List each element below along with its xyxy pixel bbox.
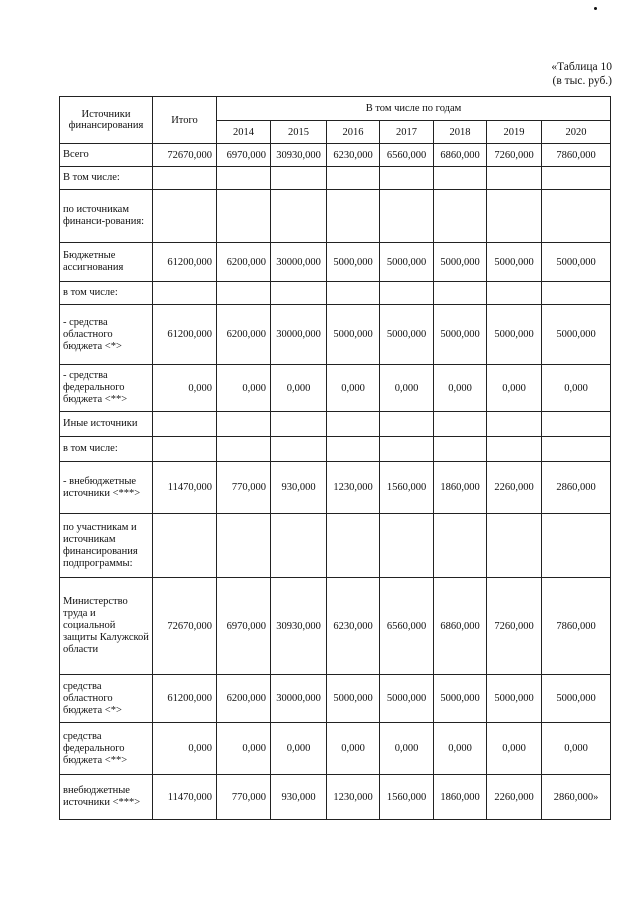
row-year-value: 6230,000 xyxy=(327,144,380,167)
row-year-value: 2860,000 xyxy=(542,462,611,514)
row-label: Всего xyxy=(60,144,153,167)
row-total xyxy=(153,437,217,462)
row-year-value: 5000,000 xyxy=(380,243,434,282)
row-label: В том числе: xyxy=(60,167,153,190)
row-year-value xyxy=(327,167,380,190)
row-year-value: 930,000 xyxy=(271,775,327,820)
table-row xyxy=(60,462,611,514)
row-year-value xyxy=(434,190,487,243)
row-year-value: 0,000 xyxy=(217,723,271,775)
row-year-value: 30000,000 xyxy=(271,305,327,365)
header-year: 2015 xyxy=(271,121,327,144)
row-year-value: 5000,000 xyxy=(487,305,542,365)
row-year-value: 0,000 xyxy=(542,723,611,775)
row-label: - средства федерального бюджета <**> xyxy=(60,365,153,412)
row-year-value: 7260,000 xyxy=(487,578,542,675)
row-year-value: 7260,000 xyxy=(487,144,542,167)
row-year-value xyxy=(327,514,380,578)
table-row xyxy=(60,675,611,723)
row-year-value xyxy=(217,190,271,243)
row-year-value xyxy=(380,282,434,305)
row-year-value: 6200,000 xyxy=(217,675,271,723)
row-year-value xyxy=(487,514,542,578)
row-total: 72670,000 xyxy=(153,144,217,167)
row-year-value: 5000,000 xyxy=(487,675,542,723)
table-title: «Таблица 10 xyxy=(551,61,612,73)
row-year-value: 5000,000 xyxy=(434,675,487,723)
table-row xyxy=(60,775,611,820)
row-year-value xyxy=(487,190,542,243)
row-year-value: 0,000 xyxy=(487,723,542,775)
row-year-value xyxy=(542,190,611,243)
row-year-value: 6860,000 xyxy=(434,578,487,675)
row-year-value: 5000,000 xyxy=(327,305,380,365)
row-year-value: 7860,000 xyxy=(542,578,611,675)
row-year-value: 5000,000 xyxy=(487,243,542,282)
row-year-value: 5000,000 xyxy=(434,243,487,282)
table-row xyxy=(60,578,611,675)
row-label: Бюджетные ассигнования xyxy=(60,243,153,282)
row-year-value: 6560,000 xyxy=(380,578,434,675)
row-year-value xyxy=(380,167,434,190)
row-year-value: 6970,000 xyxy=(217,578,271,675)
header-year: 2016 xyxy=(327,121,380,144)
table-row xyxy=(60,167,611,190)
row-year-value: 5000,000 xyxy=(327,243,380,282)
row-label: Министерство труда и социальной защиты Калужской области xyxy=(60,578,153,675)
header-year: 2014 xyxy=(217,121,271,144)
row-year-value xyxy=(434,412,487,437)
row-year-value: 2260,000 xyxy=(487,462,542,514)
header-year: 2020 xyxy=(542,121,611,144)
row-year-value: 1560,000 xyxy=(380,775,434,820)
row-year-value: 5000,000 xyxy=(542,243,611,282)
row-year-value: 5000,000 xyxy=(434,305,487,365)
row-year-value xyxy=(542,167,611,190)
row-year-value xyxy=(487,412,542,437)
row-year-value: 6200,000 xyxy=(217,243,271,282)
header-year: 2019 xyxy=(487,121,542,144)
row-year-value xyxy=(487,437,542,462)
row-year-value: 0,000 xyxy=(434,723,487,775)
row-year-value: 1860,000 xyxy=(434,462,487,514)
row-year-value: 2860,000» xyxy=(542,775,611,820)
row-label: - внебюджетные источники <***> xyxy=(60,462,153,514)
row-year-value xyxy=(380,514,434,578)
row-year-value: 0,000 xyxy=(271,365,327,412)
header-total: Итого xyxy=(153,97,217,144)
row-label: - средства областного бюджета <*> xyxy=(60,305,153,365)
row-label: в том числе: xyxy=(60,282,153,305)
row-year-value: 1560,000 xyxy=(380,462,434,514)
financing-table xyxy=(59,96,611,820)
row-label: средства федерального бюджета <**> xyxy=(60,723,153,775)
row-total xyxy=(153,190,217,243)
row-year-value: 30930,000 xyxy=(271,144,327,167)
table-row xyxy=(60,282,611,305)
row-label: Иные источники xyxy=(60,412,153,437)
row-year-value: 5000,000 xyxy=(380,305,434,365)
header-year: 2017 xyxy=(380,121,434,144)
row-year-value xyxy=(380,412,434,437)
table-row xyxy=(60,190,611,243)
row-year-value xyxy=(327,190,380,243)
table-row xyxy=(60,305,611,365)
row-total: 11470,000 xyxy=(153,462,217,514)
row-year-value xyxy=(542,282,611,305)
row-year-value: 0,000 xyxy=(217,365,271,412)
row-year-value xyxy=(327,282,380,305)
header-year: 2018 xyxy=(434,121,487,144)
row-year-value: 0,000 xyxy=(327,365,380,412)
table-row xyxy=(60,723,611,775)
row-year-value: 30930,000 xyxy=(271,578,327,675)
table-row xyxy=(60,144,611,167)
row-year-value: 5000,000 xyxy=(380,675,434,723)
row-year-value: 5000,000 xyxy=(542,305,611,365)
row-year-value xyxy=(542,437,611,462)
row-year-value xyxy=(271,190,327,243)
row-year-value xyxy=(217,282,271,305)
row-year-value: 0,000 xyxy=(542,365,611,412)
row-year-value: 0,000 xyxy=(271,723,327,775)
table-row xyxy=(60,365,611,412)
row-year-value: 770,000 xyxy=(217,775,271,820)
row-label: средства областного бюджета <*> xyxy=(60,675,153,723)
row-year-value xyxy=(271,167,327,190)
row-year-value: 6860,000 xyxy=(434,144,487,167)
row-total: 0,000 xyxy=(153,723,217,775)
row-year-value xyxy=(271,514,327,578)
row-year-value: 0,000 xyxy=(380,723,434,775)
row-year-value: 6560,000 xyxy=(380,144,434,167)
row-label: в том числе: xyxy=(60,437,153,462)
header-row xyxy=(60,97,611,121)
table-unit: (в тыс. руб.) xyxy=(552,75,612,87)
table-row xyxy=(60,243,611,282)
row-year-value xyxy=(542,412,611,437)
row-year-value xyxy=(271,282,327,305)
page-speck xyxy=(594,7,597,10)
table-caption xyxy=(551,60,612,88)
row-year-value xyxy=(217,167,271,190)
row-year-value xyxy=(327,412,380,437)
row-year-value xyxy=(271,412,327,437)
row-total xyxy=(153,514,217,578)
row-year-value: 30000,000 xyxy=(271,243,327,282)
row-year-value: 5000,000 xyxy=(542,675,611,723)
row-year-value xyxy=(434,514,487,578)
table-row xyxy=(60,514,611,578)
row-year-value xyxy=(217,437,271,462)
row-label: по источникам финанси-рования: xyxy=(60,190,153,243)
row-year-value: 1860,000 xyxy=(434,775,487,820)
row-year-value xyxy=(487,282,542,305)
row-year-value: 1230,000 xyxy=(327,462,380,514)
row-year-value: 0,000 xyxy=(380,365,434,412)
table-row xyxy=(60,412,611,437)
row-label: внебюджетные источники <***> xyxy=(60,775,153,820)
row-year-value xyxy=(434,437,487,462)
row-year-value: 2260,000 xyxy=(487,775,542,820)
row-total: 61200,000 xyxy=(153,675,217,723)
row-year-value: 6200,000 xyxy=(217,305,271,365)
row-year-value: 7860,000 xyxy=(542,144,611,167)
row-year-value: 30000,000 xyxy=(271,675,327,723)
row-year-value xyxy=(434,167,487,190)
row-total xyxy=(153,282,217,305)
row-year-value: 5000,000 xyxy=(327,675,380,723)
row-year-value xyxy=(271,437,327,462)
row-year-value xyxy=(327,437,380,462)
row-year-value: 6230,000 xyxy=(327,578,380,675)
row-year-value xyxy=(380,190,434,243)
row-total: 11470,000 xyxy=(153,775,217,820)
header-by-years: В том числе по годам xyxy=(217,97,611,121)
table-row xyxy=(60,437,611,462)
row-total: 61200,000 xyxy=(153,243,217,282)
row-year-value: 6970,000 xyxy=(217,144,271,167)
row-total: 72670,000 xyxy=(153,578,217,675)
row-year-value xyxy=(487,167,542,190)
row-year-value xyxy=(380,437,434,462)
row-year-value: 0,000 xyxy=(487,365,542,412)
row-year-value: 0,000 xyxy=(327,723,380,775)
row-total: 0,000 xyxy=(153,365,217,412)
row-total xyxy=(153,167,217,190)
row-year-value: 0,000 xyxy=(434,365,487,412)
row-year-value: 770,000 xyxy=(217,462,271,514)
row-label: по участникам и источникам финансирования подпрограммы: xyxy=(60,514,153,578)
row-year-value xyxy=(217,412,271,437)
header-sources: Источники финансирования xyxy=(60,97,153,144)
row-total: 61200,000 xyxy=(153,305,217,365)
row-total xyxy=(153,412,217,437)
row-year-value: 930,000 xyxy=(271,462,327,514)
row-year-value xyxy=(434,282,487,305)
row-year-value: 1230,000 xyxy=(327,775,380,820)
row-year-value xyxy=(217,514,271,578)
row-year-value xyxy=(542,514,611,578)
